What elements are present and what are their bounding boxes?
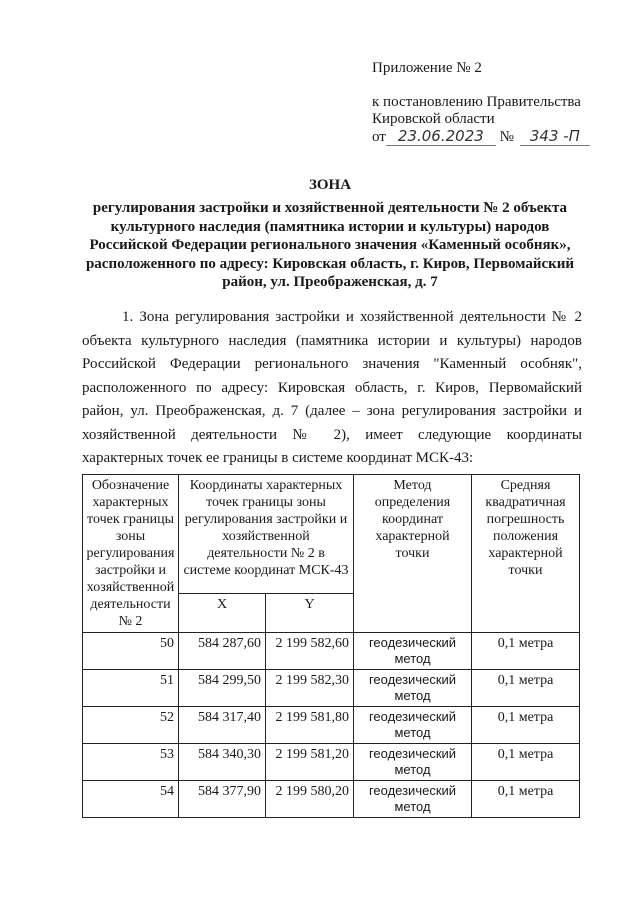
document-title: ЗОНА	[308, 177, 352, 193]
cell-point-id: 54	[83, 781, 179, 818]
cell-x: 584 317,40	[179, 707, 266, 744]
cell-method: геодезический метод	[354, 744, 472, 781]
cell-error: 0,1 метра	[472, 744, 580, 781]
body-paragraph: 1. Зона регулирования застройки и хозяйственной деятельности № 2 объекта культурного наследия (памятника истории и культуры) народов Российской Федерации регионального значения "Каменный особняк", расположенного по адресу: Кировская область, г. Киров, Первомайский район, ул. Преображенская, д. 7 (далее – зона регулирования застройки и хозяйственной деятельности № 2), имеет следующие координаты характерных точек ее границы в системе координат МСК-43:	[82, 309, 582, 466]
cell-point-id: 53	[83, 744, 179, 781]
table-header-row	[83, 475, 580, 594]
document-subtitle: регулирования застройки и хозяйственной деятельности № 2 объекта культурного наследия (памятника истории и культуры) народов Российской Федерации регионального значения «Каменный особняк», расположенного по адресу: Кировская область, г. Киров, Первомайский район, ул. Преображенская, д. 7	[85, 200, 575, 290]
cell-point-id: 52	[83, 707, 179, 744]
table-row	[83, 633, 580, 670]
cell-method: геодезический метод	[354, 781, 472, 818]
cell-point-id: 50	[83, 633, 179, 670]
table-row	[83, 744, 580, 781]
header-coordinates: Координаты характерных точек границы зоны регулирования застройки и хозяйственной деятельности № 2 в системе координат МСК-43	[179, 475, 354, 594]
cell-y: 2 199 581,20	[266, 744, 354, 781]
cell-x: 584 299,50	[179, 670, 266, 707]
cell-x: 584 340,30	[179, 744, 266, 781]
cell-method: геодезический метод	[354, 633, 472, 670]
header-y: Y	[266, 594, 354, 633]
cell-y: 2 199 582,30	[266, 670, 354, 707]
decree-date: 23.06.2023	[386, 127, 496, 146]
cell-y: 2 199 581,80	[266, 707, 354, 744]
cell-error: 0,1 метра	[472, 670, 580, 707]
cell-error: 0,1 метра	[472, 633, 580, 670]
cell-error: 0,1 метра	[472, 781, 580, 818]
table-row	[83, 670, 580, 707]
cell-x: 584 377,90	[179, 781, 266, 818]
cell-method: геодезический метод	[354, 670, 472, 707]
appendix-region-line: Кировской области	[372, 111, 495, 127]
appendix-date-number-line	[372, 127, 590, 146]
appendix-title: Приложение № 2	[372, 60, 482, 76]
header-x: X	[179, 594, 266, 633]
cell-x: 584 287,60	[179, 633, 266, 670]
number-prefix: №	[499, 129, 514, 145]
date-prefix: от	[372, 129, 386, 145]
header-error: Средняя квадратичная погрешность положения характерной точки	[472, 475, 580, 633]
decree-number: 343 -П	[520, 127, 590, 146]
cell-y: 2 199 580,20	[266, 781, 354, 818]
cell-method: геодезический метод	[354, 707, 472, 744]
cell-point-id: 51	[83, 670, 179, 707]
coordinates-table	[82, 474, 580, 818]
header-point-designation: Обозначение характерных точек границы зоны регулирования застройки и хозяйственной деятельности № 2	[83, 475, 179, 633]
header-method: Метод определения координат характерной точки	[354, 475, 472, 633]
table-row	[83, 781, 580, 818]
table-row	[83, 707, 580, 744]
appendix-decree-line: к постановлению Правительства	[372, 94, 581, 110]
cell-error: 0,1 метра	[472, 707, 580, 744]
cell-y: 2 199 582,60	[266, 633, 354, 670]
